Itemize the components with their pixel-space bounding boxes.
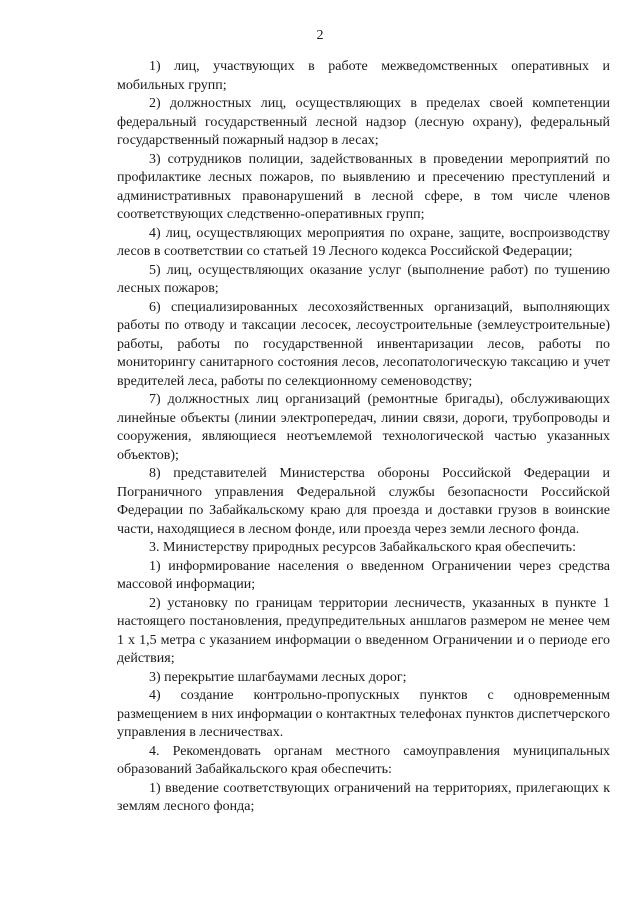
- paragraph: 3) перекрытие шлагбаумами лесных дорог;: [149, 669, 407, 685]
- paragraph: 1) введение соответствующих ограничений на территориях, прилегающих к землям лесного фонда;: [117, 780, 610, 814]
- paragraph: 2) установку по границам территории лесничеств, указанных в пункте 1 настоящего постановления, предупредительных аншлагов размером не менее чем 1 х 1,5 метра с указанием информации о введенном Ограничении и о периоде его действия;: [117, 595, 610, 666]
- paragraph: 4) создание контрольно-пропускных пунктов с одновременным размещением в них информации о контактных телефонах пунктов диспетчерского управления в лесничествах.: [117, 688, 610, 740]
- paragraph: 4. Рекомендовать органам местного самоуправления муниципальных образований Забайкальского края обеспечить:: [117, 743, 610, 777]
- paragraph: 3) сотрудников полиции, задействованных в проведении мероприятий по профилактике лесных пожаров, по выявлению и пресечению преступлений и административных правонарушений в лесной сфере, в том числе членов соответствующих следственно-оперативных групп;: [117, 151, 610, 222]
- paragraph: 3. Министерству природных ресурсов Забайкальского края обеспечить:: [149, 540, 576, 555]
- paragraph: 2) должностных лиц, осуществляющих в пределах своей компетенции федеральный государственный лесной надзор (лесную охрану), федеральный государственный пожарный надзор в лесах;: [117, 96, 610, 148]
- paragraph: 1) информирование населения о введенном Ограничении через средства массовой информации;: [117, 558, 610, 592]
- document-body: [117, 58, 610, 817]
- paragraph: 6) специализированных лесохозяйственных организаций, выполняющих работы по отводу и таксации лесосек, лесоустроительные (землеустроительные) работы, работы по государственной инвентаризации лесов, работы по мониторингу санитарного состояния лесов, лесопатологическую таксацию и учет вредителей леса, работы по селекционному семеноводству;: [117, 299, 610, 389]
- paragraph: 4) лиц, осуществляющих мероприятия по охране, защите, воспроизводству лесов в соответствии со статьей 19 Лесного кодекса Российской Федерации;: [117, 225, 610, 259]
- paragraph: 5) лиц, осуществляющих оказание услуг (выполнение работ) по тушению лесных пожаров;: [117, 262, 610, 296]
- paragraph: 1) лиц, участвующих в работе межведомственных оперативных и мобильных групп;: [117, 59, 610, 93]
- paragraph: 8) представителей Министерства обороны Российской Федерации и Пограничного управления Федеральной службы безопасности Российской Федерации по Забайкальскому краю для проезда и доставки грузов в воинские части, находящиеся в лесном фонде, или проезда через земли лесного фонда.: [117, 466, 610, 537]
- page-number: 2: [316, 28, 324, 43]
- paragraph: 7) должностных лиц организаций (ремонтные бригады), обслуживающих линейные объекты (линии электропередач, линии связи, дороги, трубопроводы и сооружения, являющиеся неотъемлемой технологической частью указанных объектов);: [117, 392, 610, 463]
